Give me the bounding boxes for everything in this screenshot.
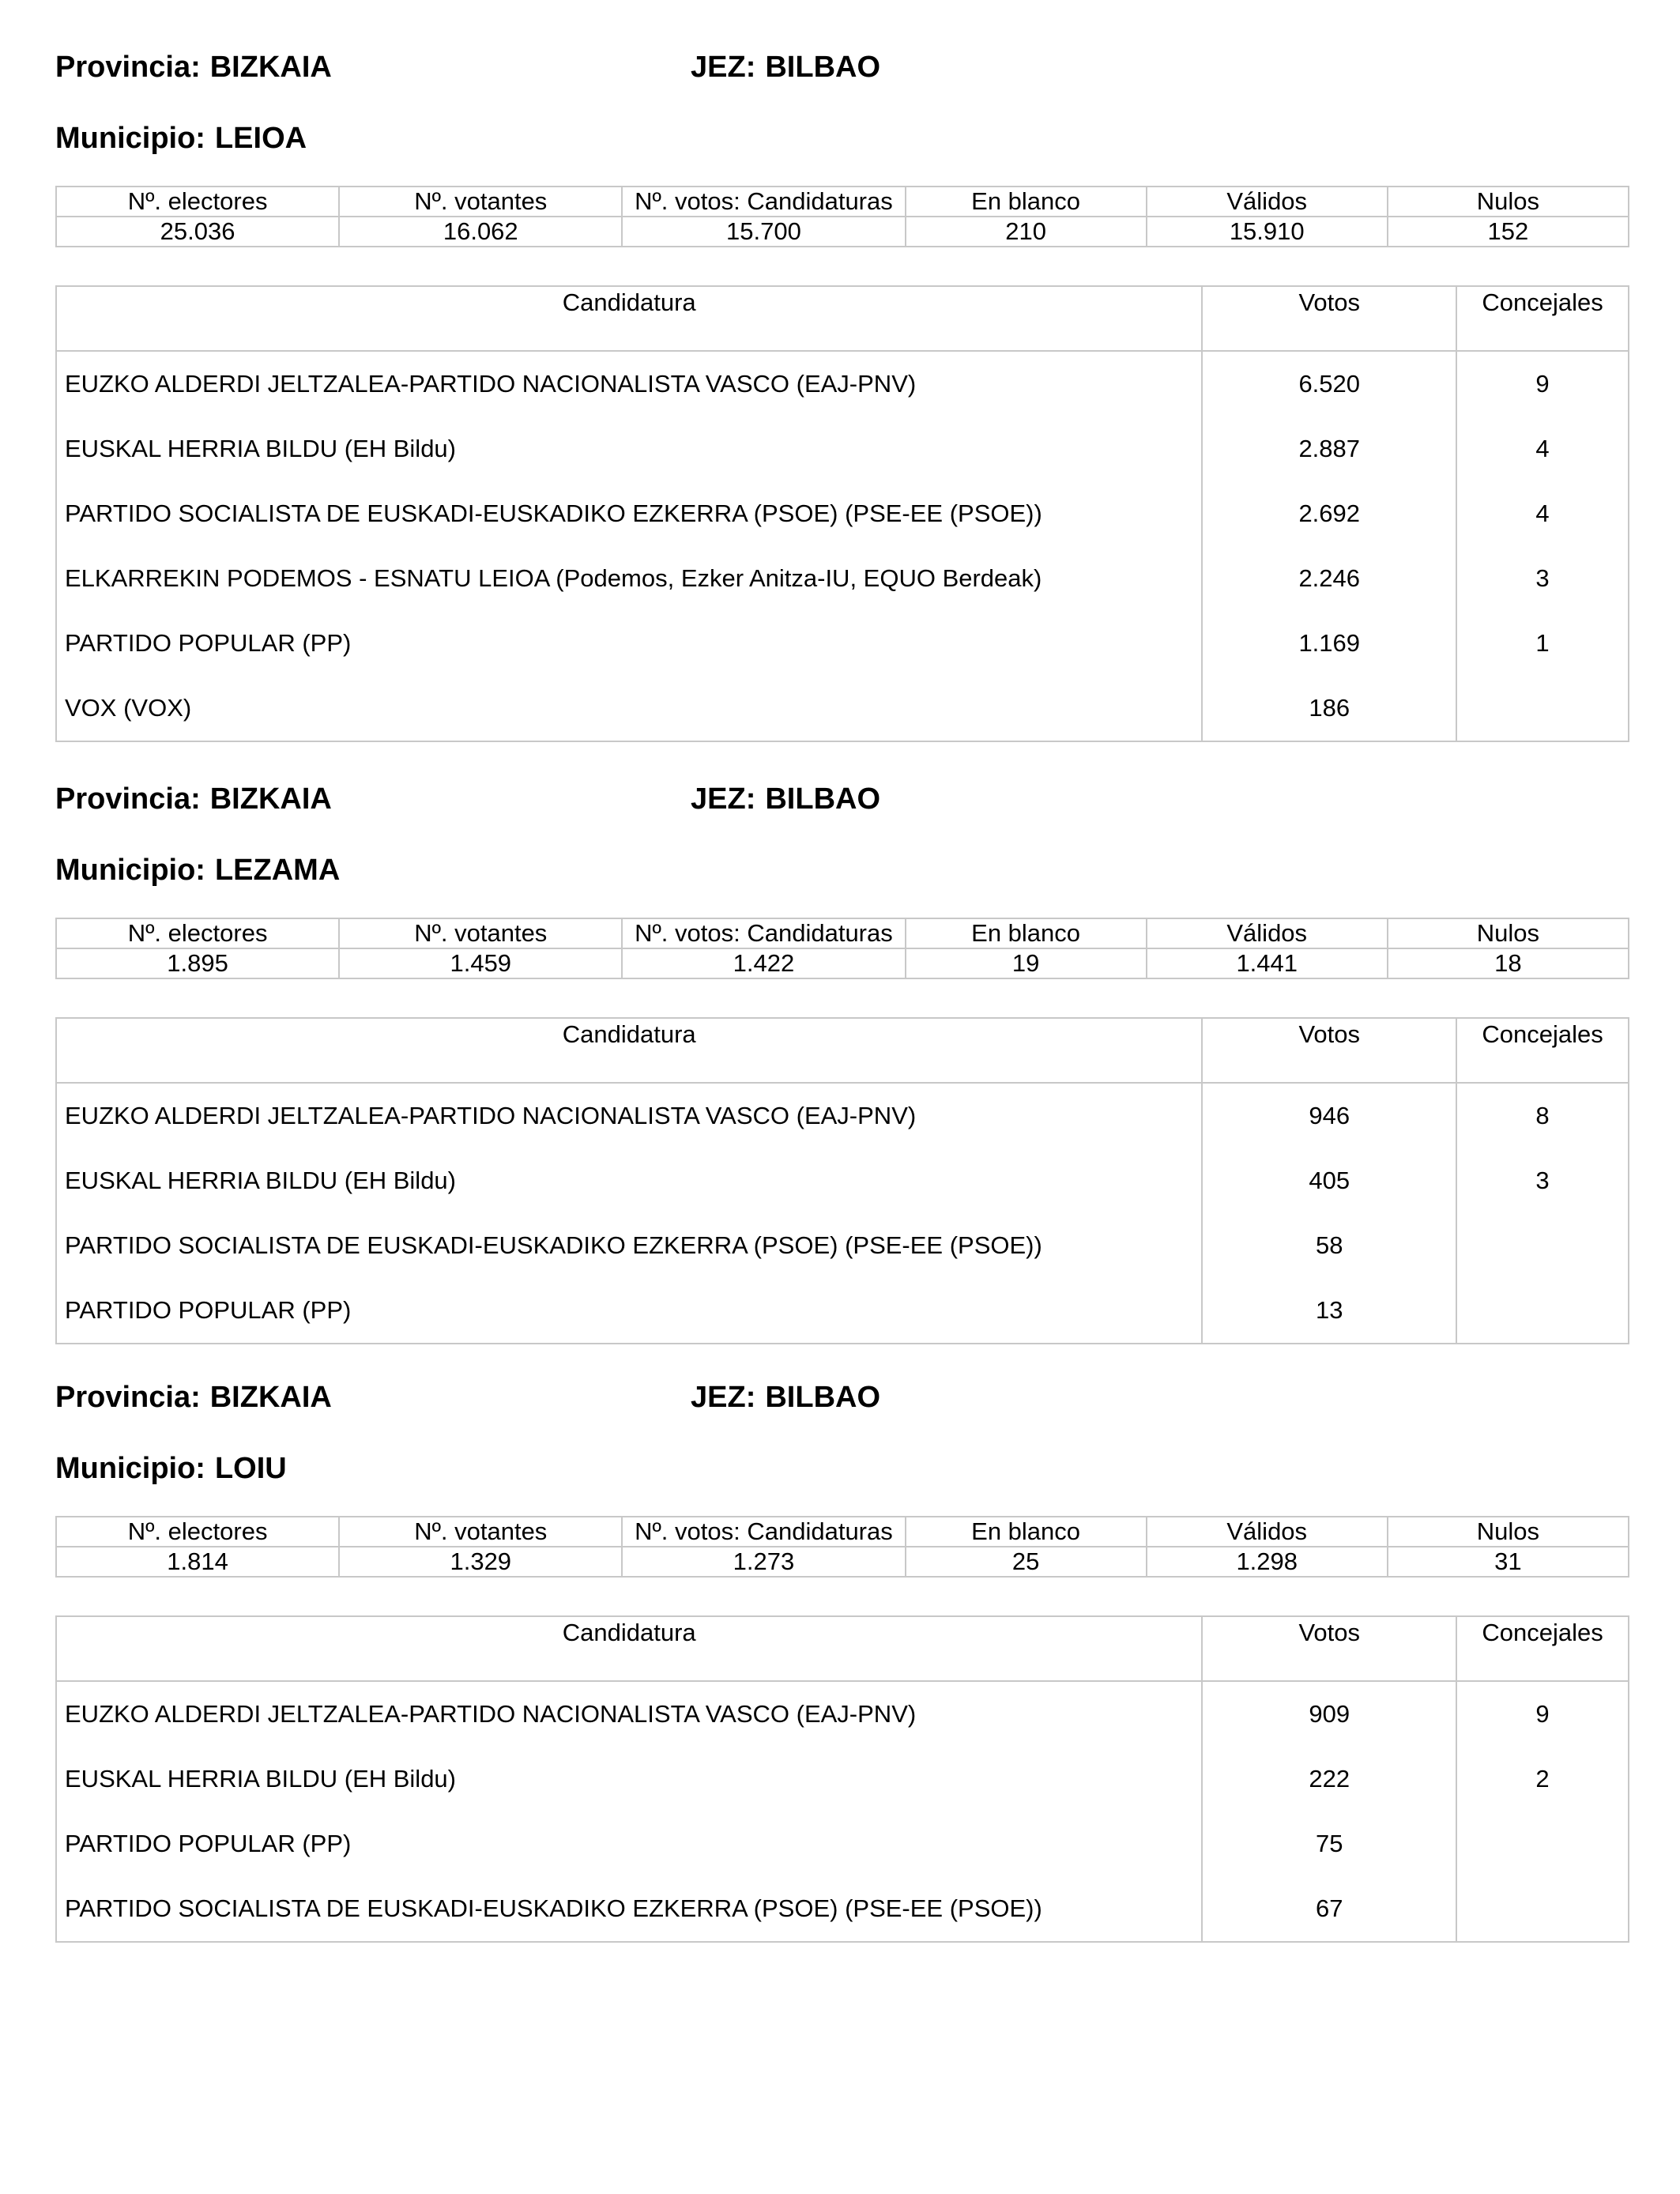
candidaturas-header-row [56,286,1629,351]
concejales-value [1456,1811,1629,1876]
value-votantes: 1.459 [339,948,622,978]
jez-label: JEZ: BILBAO [691,782,881,816]
header-en-blanco: En blanco [906,1517,1147,1547]
concejales-value [1456,1278,1629,1344]
candidatura-name: ELKARREKIN PODEMOS - ESNATU LEIOA (Podemos, Ezker Anitza-IU, EQUO Berdeak) [56,546,1202,611]
candidaturas-table [55,285,1629,742]
table-row [56,481,1629,546]
header-concejales: Concejales [1456,1616,1629,1681]
candidaturas-table [55,1017,1629,1344]
jez-label: JEZ: BILBAO [691,51,881,84]
header-en-blanco: En blanco [906,918,1147,948]
header-validos: Válidos [1147,187,1388,217]
concejales-value: 4 [1456,481,1629,546]
header-candidatura: Candidatura [56,286,1202,351]
table-row [56,1278,1629,1344]
concejales-value: 3 [1456,546,1629,611]
summary-header-row [56,187,1629,217]
header-electores: Nº. electores [56,187,339,217]
concejales-value [1456,1213,1629,1278]
value-validos: 1.298 [1147,1547,1388,1577]
concejales-value: 1 [1456,611,1629,676]
candidatura-name: PARTIDO POPULAR (PP) [56,611,1202,676]
value-electores: 25.036 [56,217,339,247]
candidatura-name: EUSKAL HERRIA BILDU (EH Bildu) [56,1148,1202,1213]
header-votantes: Nº. votantes [339,918,622,948]
jez-value: BILBAO [765,51,881,84]
votos-value: 2.692 [1202,481,1456,546]
table-row [56,611,1629,676]
value-electores: 1.895 [56,948,339,978]
value-validos: 1.441 [1147,948,1388,978]
header-votos: Votos [1202,1616,1456,1681]
table-row [56,1083,1629,1148]
value-votos-candidaturas: 1.273 [622,1547,905,1577]
jez-value: BILBAO [765,782,881,816]
header-votos-candidaturas: Nº. votos: Candidaturas [622,1517,905,1547]
concejales-value: 9 [1456,1681,1629,1747]
candidatura-name: EUZKO ALDERDI JELTZALEA-PARTIDO NACIONALISTA VASCO (EAJ-PNV) [56,1681,1202,1747]
value-votantes: 16.062 [339,217,622,247]
candidatura-name: VOX (VOX) [56,676,1202,741]
header-concejales: Concejales [1456,286,1629,351]
value-validos: 15.910 [1147,217,1388,247]
municipio-label: Municipio: LEIOA [55,122,307,155]
header-candidatura: Candidatura [56,1018,1202,1083]
candidatura-name: EUSKAL HERRIA BILDU (EH Bildu) [56,417,1202,481]
header-nulos: Nulos [1388,1517,1629,1547]
votos-value: 222 [1202,1747,1456,1811]
concejales-value: 3 [1456,1148,1629,1213]
candidatura-name: PARTIDO POPULAR (PP) [56,1811,1202,1876]
candidaturas-header-row [56,1616,1629,1681]
provincia-label: Provincia: BIZKAIA [55,782,332,816]
votos-value: 2.887 [1202,417,1456,481]
header-electores: Nº. electores [56,918,339,948]
jez-label: JEZ: BILBAO [691,1381,881,1414]
header-en-blanco: En blanco [906,187,1147,217]
table-row [56,417,1629,481]
header-votos-candidaturas: Nº. votos: Candidaturas [622,918,905,948]
municipio-value: LEIOA [214,122,307,155]
votos-value: 2.246 [1202,546,1456,611]
provincia-value: BIZKAIA [209,1381,332,1414]
votos-value: 6.520 [1202,351,1456,417]
votos-value: 186 [1202,676,1456,741]
header-votantes: Nº. votantes [339,1517,622,1547]
header-validos: Válidos [1147,1517,1388,1547]
municipio-value: LOIU [214,1452,287,1485]
summary-table [55,918,1629,979]
header-concejales: Concejales [1456,1018,1629,1083]
header-candidatura: Candidatura [56,1616,1202,1681]
votos-value: 67 [1202,1876,1456,1942]
municipio-label: Municipio: LOIU [55,1452,287,1485]
value-electores: 1.814 [56,1547,339,1577]
table-row [56,1811,1629,1876]
candidatura-name: PARTIDO SOCIALISTA DE EUSKADI-EUSKADIKO EZKERRA (PSOE) (PSE-EE (PSOE)) [56,1876,1202,1942]
value-en-blanco: 19 [906,948,1147,978]
municipio-value: LEZAMA [214,854,341,887]
jez-value: BILBAO [765,1381,881,1414]
concejales-value [1456,1876,1629,1942]
summary-header-row [56,918,1629,948]
table-row [56,1148,1629,1213]
provincia-label: Provincia: BIZKAIA [55,51,332,84]
header-nulos: Nulos [1388,187,1629,217]
value-votos-candidaturas: 15.700 [622,217,905,247]
header-votos-candidaturas: Nº. votos: Candidaturas [622,187,905,217]
votos-value: 909 [1202,1681,1456,1747]
concejales-value: 4 [1456,417,1629,481]
table-row [56,351,1629,417]
summary-value-row [56,1547,1629,1577]
votos-value: 946 [1202,1083,1456,1148]
provincia-value: BIZKAIA [209,782,332,816]
value-votantes: 1.329 [339,1547,622,1577]
header-votantes: Nº. votantes [339,187,622,217]
summary-value-row [56,948,1629,978]
candidaturas-table [55,1615,1629,1943]
votos-value: 58 [1202,1213,1456,1278]
concejales-value: 2 [1456,1747,1629,1811]
table-row [56,1213,1629,1278]
table-row [56,1681,1629,1747]
summary-table [55,186,1629,247]
candidatura-name: EUZKO ALDERDI JELTZALEA-PARTIDO NACIONALISTA VASCO (EAJ-PNV) [56,351,1202,417]
table-row [56,1747,1629,1811]
candidatura-name: PARTIDO POPULAR (PP) [56,1278,1202,1344]
header-votos: Votos [1202,1018,1456,1083]
header-votos: Votos [1202,286,1456,351]
candidatura-name: PARTIDO SOCIALISTA DE EUSKADI-EUSKADIKO EZKERRA (PSOE) (PSE-EE (PSOE)) [56,481,1202,546]
provincia-value: BIZKAIA [209,51,332,84]
candidatura-name: EUSKAL HERRIA BILDU (EH Bildu) [56,1747,1202,1811]
value-en-blanco: 25 [906,1547,1147,1577]
table-row [56,1876,1629,1942]
votos-value: 1.169 [1202,611,1456,676]
summary-value-row [56,217,1629,247]
candidaturas-header-row [56,1018,1629,1083]
votos-value: 13 [1202,1278,1456,1344]
value-nulos: 152 [1388,217,1629,247]
table-row [56,676,1629,741]
provincia-label: Provincia: BIZKAIA [55,1381,332,1414]
summary-header-row [56,1517,1629,1547]
header-electores: Nº. electores [56,1517,339,1547]
table-row [56,546,1629,611]
value-nulos: 31 [1388,1547,1629,1577]
value-votos-candidaturas: 1.422 [622,948,905,978]
header-nulos: Nulos [1388,918,1629,948]
concejales-value [1456,676,1629,741]
concejales-value: 9 [1456,351,1629,417]
value-en-blanco: 210 [906,217,1147,247]
value-nulos: 18 [1388,948,1629,978]
concejales-value: 8 [1456,1083,1629,1148]
votos-value: 405 [1202,1148,1456,1213]
summary-table [55,1516,1629,1578]
municipio-label: Municipio: LEZAMA [55,854,341,887]
votos-value: 75 [1202,1811,1456,1876]
candidatura-name: PARTIDO SOCIALISTA DE EUSKADI-EUSKADIKO EZKERRA (PSOE) (PSE-EE (PSOE)) [56,1213,1202,1278]
candidatura-name: EUZKO ALDERDI JELTZALEA-PARTIDO NACIONALISTA VASCO (EAJ-PNV) [56,1083,1202,1148]
header-validos: Válidos [1147,918,1388,948]
